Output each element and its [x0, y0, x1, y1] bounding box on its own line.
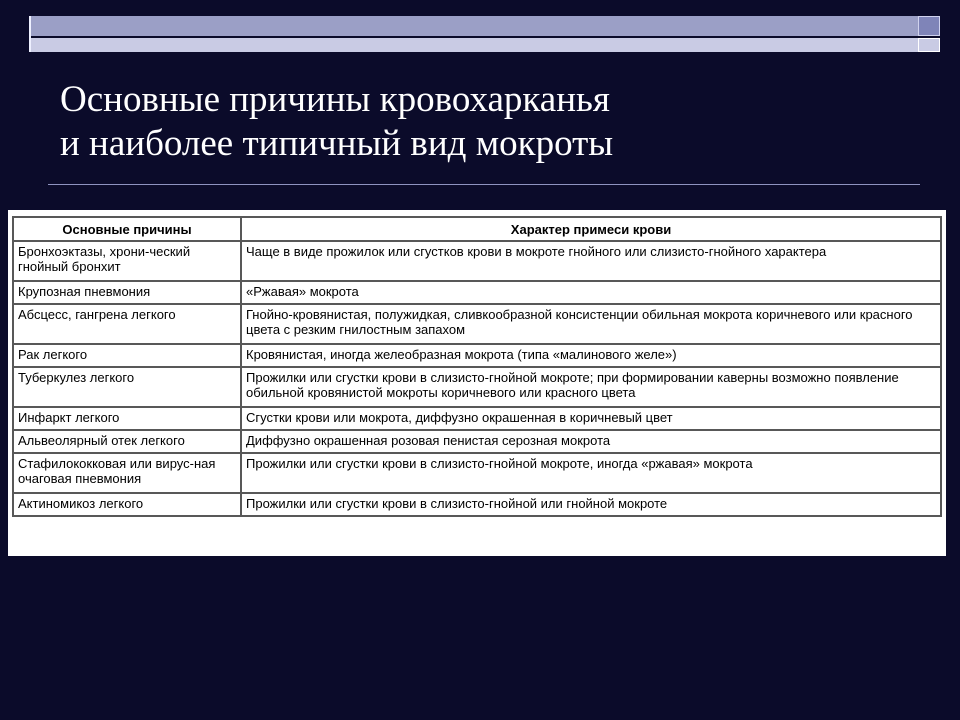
title-divider: [48, 184, 920, 185]
header-cause: Основные причины: [13, 217, 241, 241]
cause-cell: Крупозная пневмония: [13, 281, 241, 304]
table-row: [13, 493, 941, 516]
table-row: [13, 281, 941, 304]
slide-title: [60, 78, 920, 166]
blood-character-cell: Прожилки или сгустки крови в слизисто-гнойной мокроте; при формировании каверны возможно появление обильной кровянистой мокроты коричневого или красного цвета: [241, 367, 941, 407]
table-row: [13, 367, 941, 407]
table-row: [13, 304, 941, 344]
cause-cell: Рак легкого: [13, 344, 241, 367]
blood-character-cell: Прожилки или сгустки крови в слизисто-гнойной мокроте, иногда «ржавая» мокрота: [241, 453, 941, 493]
blood-character-cell: Прожилки или сгустки крови в слизисто-гнойной или гнойной мокроте: [241, 493, 941, 516]
header-band-light: [29, 38, 929, 52]
cause-cell: Инфаркт легкого: [13, 407, 241, 430]
causes-table-panel: [8, 210, 946, 556]
cause-cell: Туберкулез легкого: [13, 367, 241, 407]
table-row: [13, 430, 941, 453]
slide-title-line-1: Основные причины кровохарканья: [60, 79, 610, 120]
cause-cell: Актиномикоз легкого: [13, 493, 241, 516]
hemoptysis-causes-table: [12, 216, 942, 517]
header-band-main: [29, 16, 929, 36]
header-band-square-top: [918, 16, 940, 36]
blood-character-cell: Диффузно окрашенная розовая пенистая серозная мокрота: [241, 430, 941, 453]
header-band-square-bottom: [918, 38, 940, 52]
table-row: [13, 407, 941, 430]
table-row: [13, 241, 941, 281]
blood-character-cell: Чаще в виде прожилок или сгустков крови в мокроте гнойного или слизисто-гнойного характера: [241, 241, 941, 281]
blood-character-cell: Сгустки крови или мокрота, диффузно окрашенная в коричневый цвет: [241, 407, 941, 430]
header-decoration-band: [15, 12, 942, 56]
cause-cell: Абсцесс, гангрена легкого: [13, 304, 241, 344]
cause-cell: Стафилококковая или вирус-ная очаговая пневмония: [13, 453, 241, 493]
slide-title-line-2: и наиболее типичный вид мокроты: [60, 123, 614, 164]
table-row: [13, 453, 941, 493]
table-row: [13, 344, 941, 367]
header-band-left-line: [29, 16, 31, 52]
blood-character-cell: «Ржавая» мокрота: [241, 281, 941, 304]
header-blood-character: Характер примеси крови: [241, 217, 941, 241]
cause-cell: Бронхоэктазы, хрони-ческий гнойный бронхит: [13, 241, 241, 281]
blood-character-cell: Гнойно-кровянистая, полужидкая, сливкообразной консистенции обильная мокрота коричневого или красного цвета с резким гнилостным запахом: [241, 304, 941, 344]
table-header-row: [13, 217, 941, 241]
blood-character-cell: Кровянистая, иногда желеобразная мокрота (типа «малинового желе»): [241, 344, 941, 367]
cause-cell: Альвеолярный отек легкого: [13, 430, 241, 453]
